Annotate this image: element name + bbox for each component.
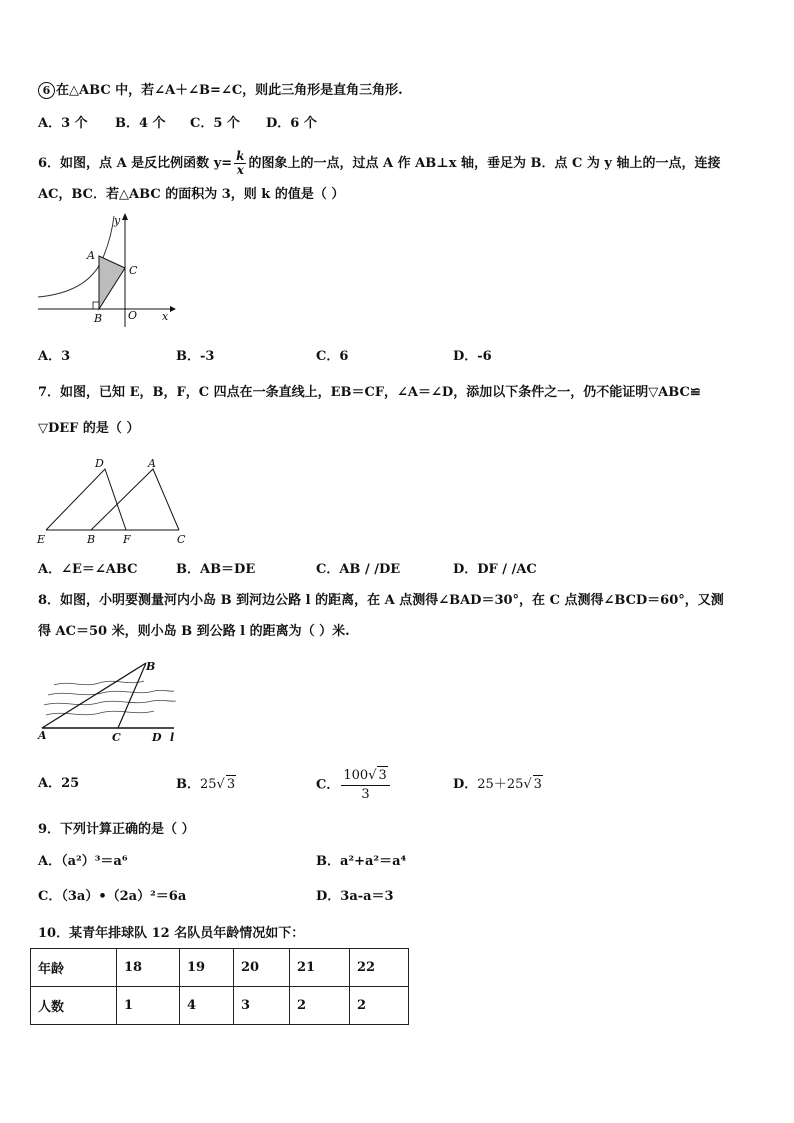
right-angle-mark bbox=[93, 302, 99, 309]
label-l: l bbox=[170, 731, 175, 744]
q6-stem-line1: 6．如图，点 A 是反比例函数 y= $\frac{k}{x}$ 的图象上的一点，过点 A 作 AB⊥x 轴，垂足为 B．点 C 为 y 轴上的一点，连接 bbox=[38, 149, 721, 177]
label-b: B bbox=[87, 533, 96, 546]
q5-option-d[interactable]: D．6 个 bbox=[266, 116, 317, 131]
sqrt-symbol: √ bbox=[523, 777, 532, 792]
sqrt-symbol: √ bbox=[216, 777, 225, 792]
q6-option-d[interactable]: D．-6 bbox=[453, 349, 492, 364]
label-b: B bbox=[146, 660, 156, 673]
triangle-abc bbox=[91, 469, 179, 530]
sqrt-symbol: √ bbox=[368, 768, 377, 783]
age-cell: 20 bbox=[234, 949, 290, 987]
fraction-100sqrt3-over-3: $\frac{100√ 3}{3}$ bbox=[341, 766, 389, 804]
label-f: F bbox=[123, 533, 131, 546]
q7-figure bbox=[34, 455, 194, 547]
q7-stem-line2: ▽DEF 的是（ ） bbox=[38, 421, 140, 436]
q8-option-c[interactable]: C． $\frac{100√ 3}{3}$ bbox=[316, 766, 392, 804]
label-d: D bbox=[95, 457, 104, 470]
table-row bbox=[31, 949, 409, 987]
river-wave-2 bbox=[48, 690, 174, 695]
q8-stem-line1: 8．如图，小明要测量河内小岛 B 到河边公路 l 的距离，在 A 点测得∠BAD＝30°，在 C 点测得∠BCD＝60°，又测 bbox=[38, 593, 724, 608]
line-ab bbox=[42, 663, 146, 728]
q9-option-c[interactable]: C．（3a）•（2a）²＝6a bbox=[38, 889, 187, 904]
count-cell: 1 bbox=[117, 987, 180, 1025]
q6-option-b[interactable]: B．-3 bbox=[176, 349, 215, 364]
count-cell: 3 bbox=[234, 987, 290, 1025]
q7-option-b[interactable]: B．AB＝DE bbox=[176, 562, 256, 577]
q5-option-b[interactable]: B．4 个 bbox=[115, 116, 166, 131]
q6-option-a[interactable]: A．3 bbox=[38, 349, 71, 364]
q8-stem-line2: 得 AC＝50 米，则小岛 B 到公路 l 的距离为（ ）米. bbox=[38, 624, 350, 639]
q7-option-c[interactable]: C．AB / /DE bbox=[316, 562, 401, 577]
statement-6: 6 在△ABC 中，若∠A＋∠B=∠C，则此三角形是直角三角形. bbox=[38, 82, 403, 100]
q5-option-a[interactable]: A．3 个 bbox=[38, 116, 88, 131]
age-cell: 18 bbox=[117, 949, 180, 987]
table-row bbox=[31, 987, 409, 1025]
river-wave-4 bbox=[46, 711, 154, 715]
line-cb bbox=[118, 663, 146, 728]
q7-option-d[interactable]: D．DF / /AC bbox=[453, 562, 537, 577]
label-a: A bbox=[38, 729, 47, 742]
q6-figure bbox=[36, 212, 176, 327]
y-axis-arrow bbox=[122, 213, 128, 220]
label-d: D bbox=[152, 731, 162, 744]
row-header-age: 年龄 bbox=[31, 949, 117, 987]
q6-stem-line2: AC，BC．若△ABC 的面积为 3，则 k 的值是（ ） bbox=[38, 187, 345, 202]
x-axis-arrow bbox=[170, 306, 176, 312]
age-cell: 21 bbox=[290, 949, 350, 987]
q9-option-a[interactable]: A．（a²）³＝a⁶ bbox=[38, 854, 128, 869]
q10-stem: 10．某青年排球队 12 名队员年龄情况如下： bbox=[38, 926, 305, 941]
label-y: y bbox=[114, 214, 121, 227]
q9-option-b[interactable]: B．a²+a²＝a⁴ bbox=[316, 854, 407, 869]
age-table bbox=[30, 948, 409, 1025]
label-x: x bbox=[162, 310, 169, 323]
label-c: C bbox=[177, 533, 186, 546]
age-cell: 19 bbox=[180, 949, 234, 987]
q6-option-c[interactable]: C．6 bbox=[316, 349, 349, 364]
label-o: O bbox=[128, 309, 138, 322]
count-cell: 2 bbox=[290, 987, 350, 1025]
q9-option-d[interactable]: D．3a-a＝3 bbox=[316, 889, 394, 904]
q7-stem-line1: 7．如图，已知 E，B，F，C 四点在一条直线上，EB＝CF，∠A＝∠D，添加以下条件之一，仍不能证明▽ABC≌ bbox=[38, 385, 701, 400]
river-wave-3 bbox=[44, 700, 176, 705]
q8-option-d[interactable]: D．25＋25√ 3 bbox=[453, 777, 542, 792]
q8-option-b[interactable]: B．25√ 3 bbox=[176, 777, 236, 792]
triangle-abc bbox=[99, 256, 125, 309]
q8-option-a[interactable]: A．25 bbox=[38, 776, 80, 791]
label-e: E bbox=[37, 533, 46, 546]
label-c: C bbox=[112, 731, 121, 744]
label-c: C bbox=[129, 264, 138, 277]
count-cell: 2 bbox=[350, 987, 409, 1025]
label-b: B bbox=[94, 312, 103, 325]
count-cell: 4 bbox=[180, 987, 234, 1025]
q9-stem: 9．下列计算正确的是（ ） bbox=[38, 822, 195, 837]
fraction-k-over-x: $\frac{k}{x}$ bbox=[236, 149, 245, 177]
circled-number: 6 bbox=[38, 82, 55, 99]
row-header-count: 人数 bbox=[31, 987, 117, 1025]
q7-option-a[interactable]: A．∠E＝∠ABC bbox=[38, 562, 138, 577]
q5-option-c[interactable]: C．5 个 bbox=[190, 116, 240, 131]
q8-figure bbox=[34, 655, 184, 747]
river-wave-1 bbox=[54, 681, 144, 685]
label-a: A bbox=[148, 457, 156, 470]
age-cell: 22 bbox=[350, 949, 409, 987]
label-a: A bbox=[87, 249, 95, 262]
triangle-def bbox=[46, 469, 126, 530]
